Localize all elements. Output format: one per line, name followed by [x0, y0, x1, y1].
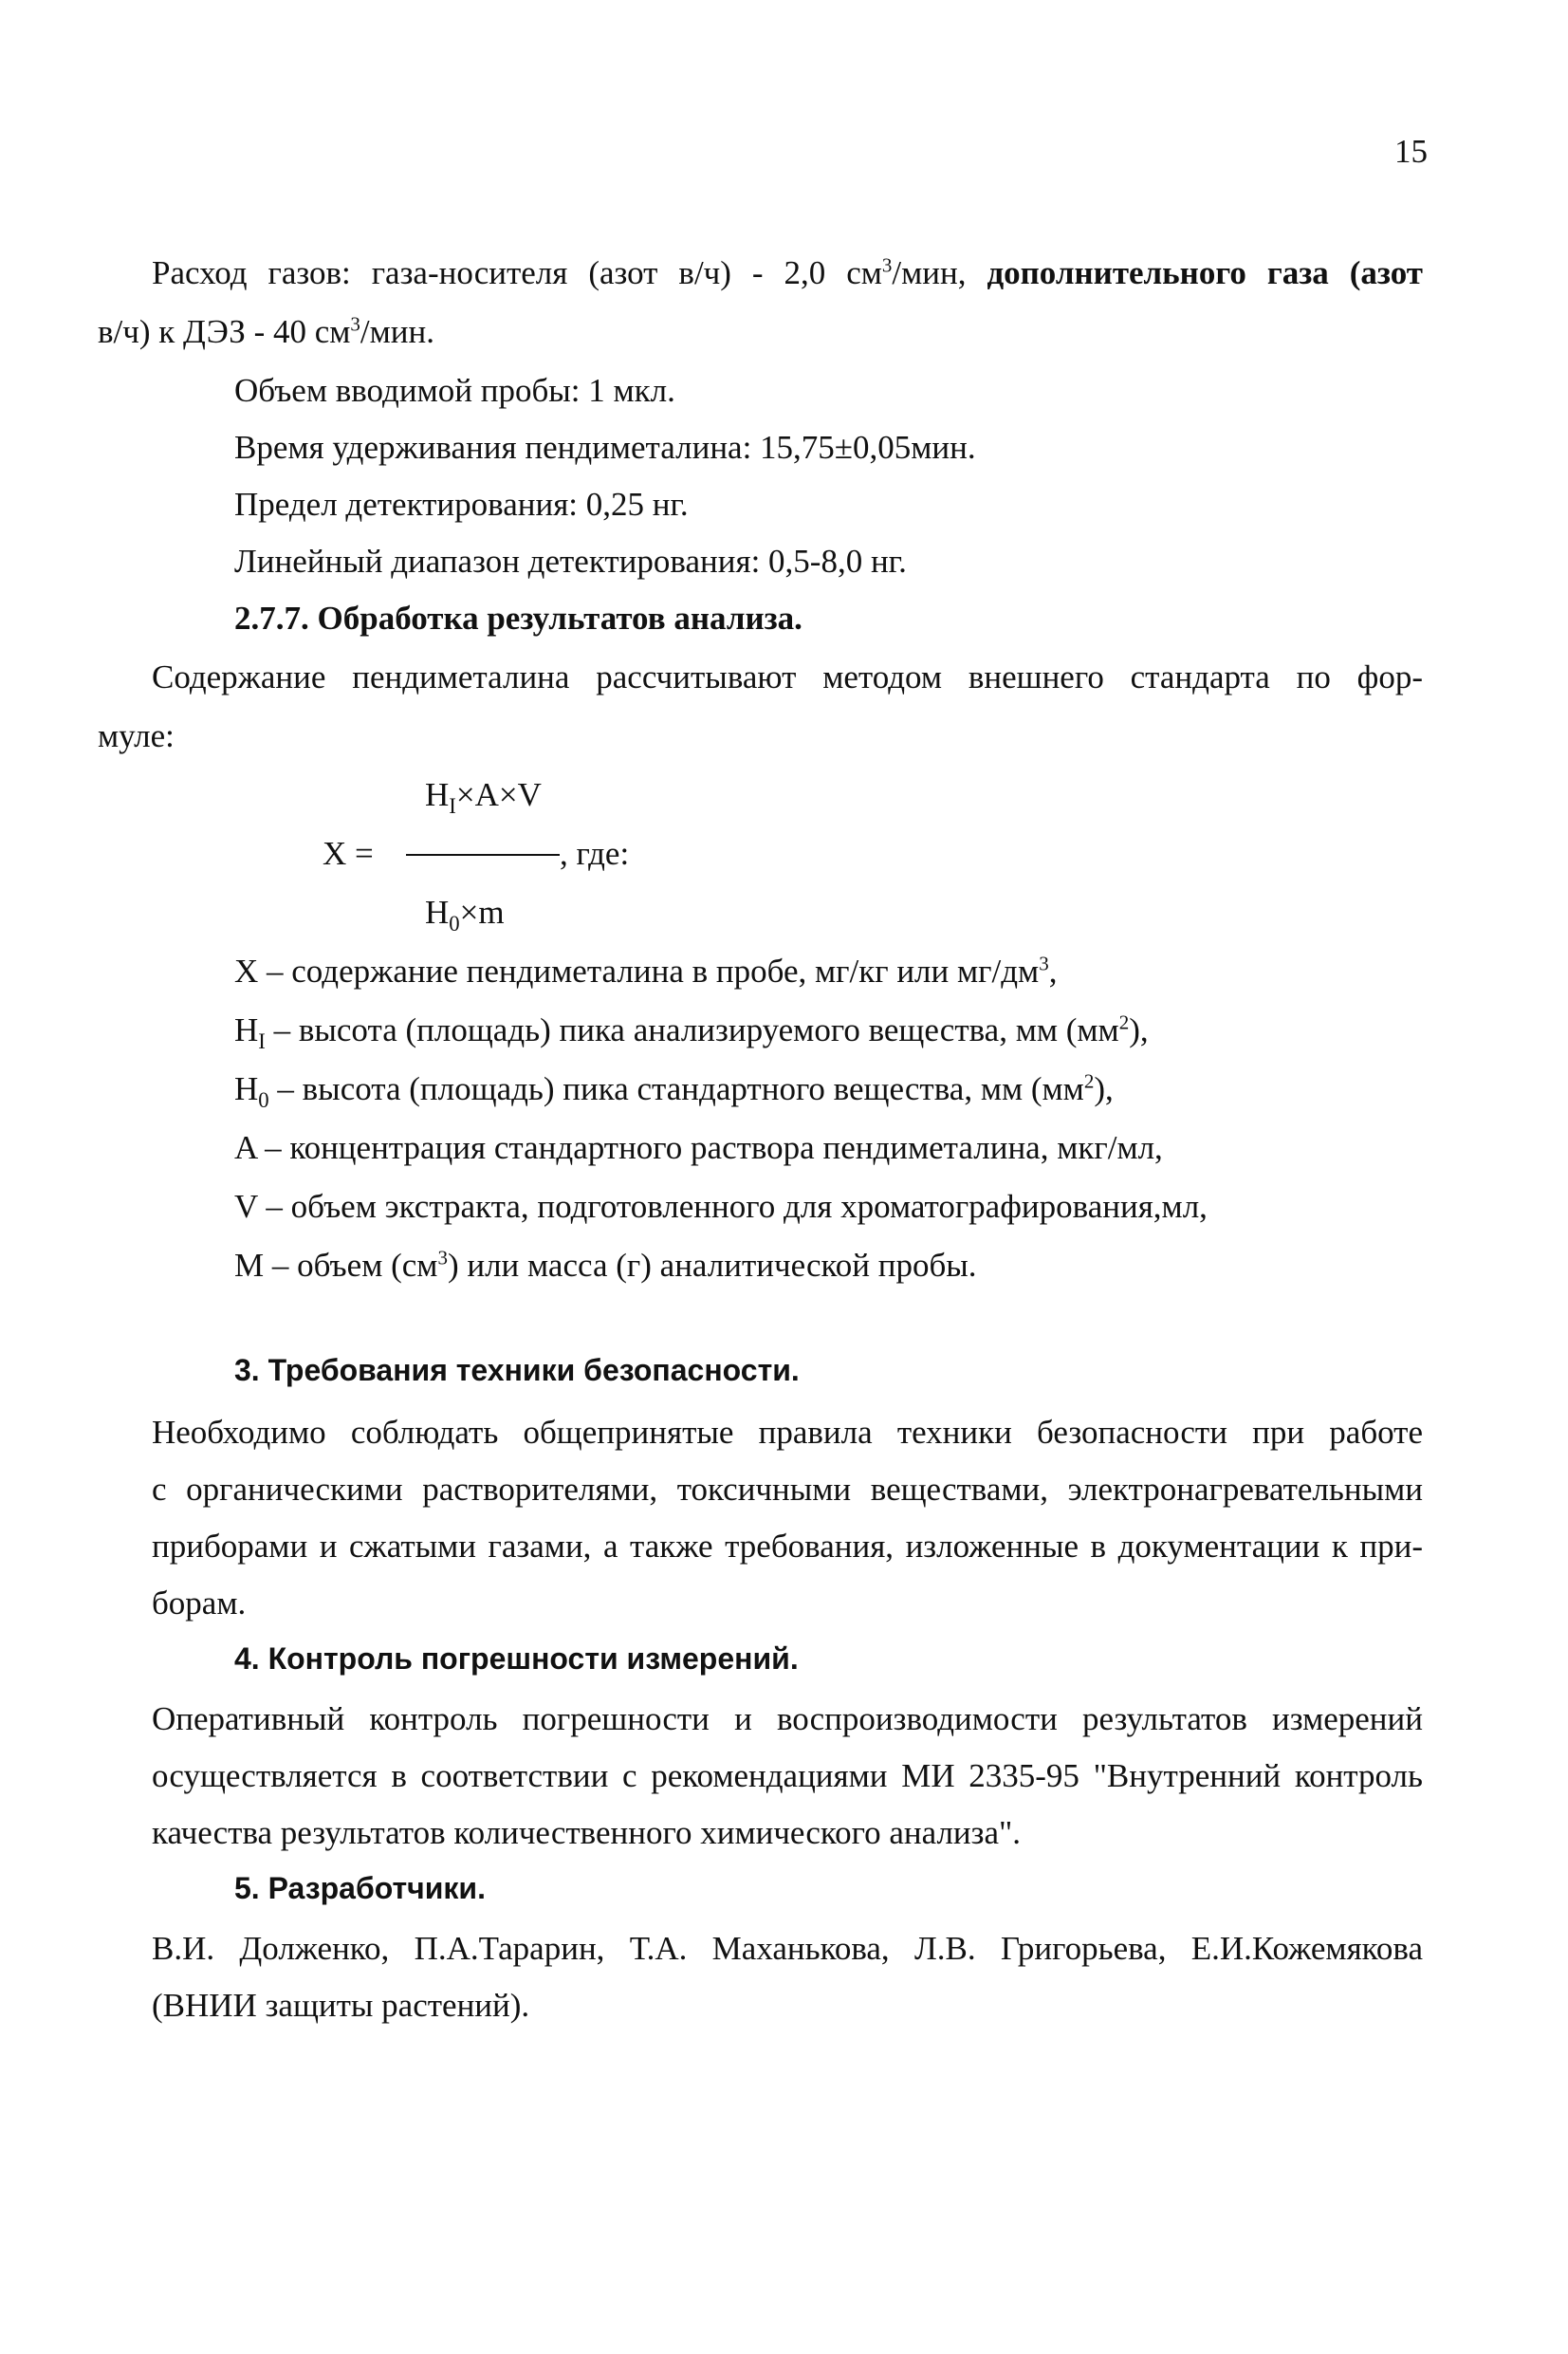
denominator-h: H [425, 894, 450, 931]
denominator-rest: ×m [459, 894, 505, 931]
definition-x-end: , [1048, 953, 1058, 990]
denominator-sub: 0 [449, 912, 460, 936]
section-4-title: 4. Контроль погрешности измерений. [234, 1641, 799, 1676]
section-4-line: осуществляется в соответствии с рекомендациями МИ 2335-95 "Внутренний контроль [152, 1757, 1423, 1794]
definition-m [234, 1247, 977, 1285]
gas-flow-text-a: Расход газов: газа-носителя (азот в/ч) - 2,0 см [152, 254, 882, 291]
sample-volume: Объем вводимой пробы: 1 мкл. [234, 372, 675, 409]
section-4-line: Оперативный контроль погрешности и воспроизводимости результатов измерений [152, 1700, 1423, 1737]
formula-denominator [425, 894, 505, 936]
section-3-line: приборами и сжатыми газами, а также требования, изложенные в документации к при- [152, 1528, 1423, 1565]
calculation-intro-line-2: муле: [98, 717, 175, 754]
gas-flow-line2-a: в/ч) к ДЭЗ - 40 см [98, 313, 351, 350]
definition-x-text: X – содержание пендиметалина в пробе, мг/кг или мг/дм [234, 953, 1040, 990]
section-3-title: 3. Требования техники безопасности. [234, 1353, 800, 1387]
numerator-rest: ×A×V [455, 776, 542, 813]
numerator-h: H [425, 776, 450, 813]
section-2-7-7-title: 2.7.7. Обработка результатов анализа. [234, 600, 802, 637]
gas-flow-line2-b: /мин. [360, 313, 435, 350]
definition-h0 [234, 1069, 1114, 1112]
section-3-line: борам. [152, 1585, 247, 1622]
gas-flow-line-2 [98, 313, 434, 351]
section-5-line: (ВНИИ защиты растений). [152, 1987, 530, 2024]
gas-flow-sup-1: 3 [881, 253, 893, 277]
definition-h0-text: – высота (площадь) пика стандартного вещества, мм (мм [268, 1070, 1084, 1107]
definition-h1 [234, 1010, 1149, 1053]
linear-range: Линейный диапазон детектирования: 0,5-8,0 нг. [234, 543, 907, 580]
definition-x [234, 953, 1057, 991]
section-4-line: качества результатов количественного химического анализа". [152, 1814, 1022, 1851]
definition-m-end: ) или масса (г) аналитической пробы. [447, 1247, 977, 1284]
definition-a: A – концентрация стандартного раствора пендиметалина, мкг/мл, [234, 1129, 1163, 1166]
retention-time: Время удерживания пендиметалина: 15,75±0,05мин. [234, 429, 976, 466]
page-number: 15 [1394, 133, 1428, 170]
numerator-sub: I [449, 794, 456, 818]
definition-h0-sym: H [234, 1070, 259, 1107]
definition-x-sup: 3 [1039, 952, 1049, 975]
definition-h1-text: – высота (площадь) пика анализируемого вещества, мм (мм [265, 1011, 1119, 1048]
detection-limit: Предел детектирования: 0,25 нг. [234, 486, 689, 523]
section-5-title: 5. Разработчики. [234, 1871, 486, 1905]
definition-h1-sup: 2 [1118, 1010, 1130, 1034]
definition-h1-end: ), [1129, 1011, 1149, 1048]
gas-flow-text-b: /мин, [892, 254, 987, 291]
fraction-bar [406, 854, 560, 856]
formula-numerator [425, 776, 542, 818]
definition-h0-end: ), [1094, 1070, 1114, 1107]
definition-m-sup: 3 [437, 1246, 448, 1270]
section-3-line: Необходимо соблюдать общепринятые правила техники безопасности при работе [152, 1414, 1423, 1451]
definition-h1-sym: H [234, 1011, 259, 1048]
definition-h1-sub: I [258, 1029, 266, 1053]
definition-v: V – объем экстракта, подготовленного для хроматографирования,мл, [234, 1188, 1208, 1225]
definition-h0-sup: 2 [1083, 1069, 1095, 1093]
formula-where: , где: [560, 835, 630, 872]
gas-flow-line2-sup: 3 [350, 312, 360, 336]
section-5-line: В.И. Долженко, П.А.Тарарин, Т.А. Маханькова, Л.В. Григорьева, Е.И.Кожемякова [152, 1930, 1423, 1967]
calculation-intro-line-1: Содержание пендиметалина рассчитывают методом внешнего стандарта по фор- [152, 658, 1423, 695]
definition-m-text: M – объем (см [234, 1247, 438, 1284]
gas-flow-bold-text: дополнительного газа (азот [987, 254, 1423, 291]
gas-flow-line-1 [152, 254, 1423, 292]
definition-h0-sub: 0 [258, 1088, 269, 1112]
section-3-line: с органическими растворителями, токсичными веществами, электронагревательными [152, 1471, 1423, 1508]
formula-lhs: X = [323, 835, 374, 872]
